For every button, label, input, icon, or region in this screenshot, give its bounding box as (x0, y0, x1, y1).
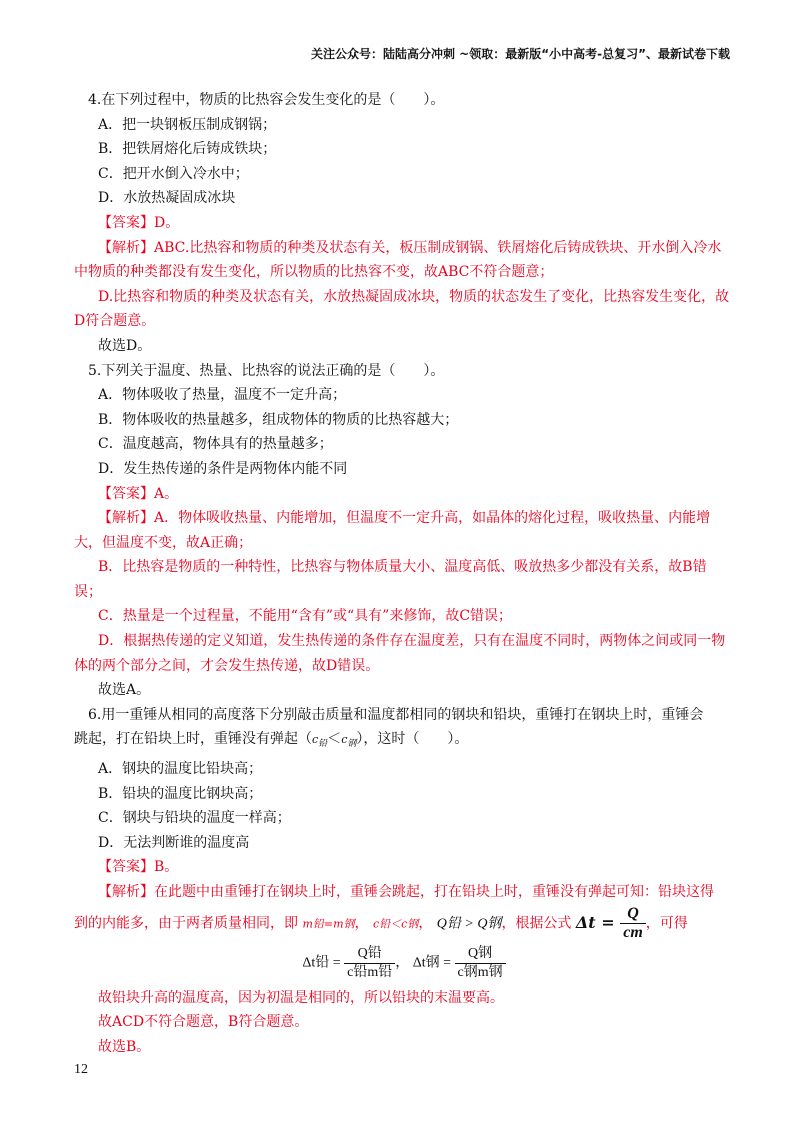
q4-stem: 4.在下列过程中，物质的比热容会发生变化的是（ ）。 (88, 92, 445, 108)
analysis-tag: 【解析】 (98, 884, 154, 900)
q5-analysis-b: B．比热容是物质的一种特性，比热容与物体质量大小、温度高低、吸放热多少都没有关系，故B错误； (74, 559, 707, 600)
formula-fraction (620, 905, 646, 942)
eq1-numerator: Q铅 (344, 945, 395, 964)
q4-option-b: B．把铁屑熔化后铸成铁块； (98, 141, 277, 158)
q6-analysis-2: 到的内能多，由于两者质量相同，即 m铅=m钢， c铅＜c钢， Q铅 > Q钢，根据公式 Δt = $\frac{Q}{cm}$ ，可得 (74, 904, 688, 941)
q5-option-b: B．物体吸收的热量越多，组成物体的物质的比热容越大； (98, 411, 459, 428)
eq2-numerator: Q钢 (455, 945, 506, 964)
q6-conclusion-2: 故ACD不符合题意，B符合题意。 (98, 1014, 309, 1031)
heat-greater: Q铅 > Q钢 (436, 916, 502, 932)
formula-delta-t (576, 905, 646, 942)
c-symbol: c (341, 733, 348, 747)
q4-choose: 故选D。 (98, 337, 152, 354)
q4-analysis-2: D.比热容和物质的种类及状态有关，水放热凝固成冰块，物质的状态发生了变化，比热容发生变化，故D符合题意。 (74, 288, 730, 330)
fraction-denominator: cm (623, 923, 643, 941)
stem-text: 跳起，打在铅块上时，重锤没有弹起（ (74, 731, 312, 748)
c-symbol: c (312, 733, 319, 747)
q6-conclusion-1: 故铅块升高的温度高，因为初温是相同的，所以铅块的末温要高。 (98, 989, 504, 1006)
q5-analysis-d: D．根据热传递的定义知道，发生热传递的条件存在温度差，只有在温度不同时，两物体之间或同一物体的两个部分之间，才会发生热传递，故D错误。 (74, 633, 726, 674)
q6-option-c: C．钢块与铅块的温度一样高； (98, 810, 291, 827)
q5-option-a: A．物体吸收了热量，温度不一定升高； (98, 387, 347, 404)
fraction-numerator: Q (620, 905, 646, 924)
q4-option-d: D．水放热凝固成冰块 (98, 190, 236, 207)
eq1-fraction (344, 945, 395, 982)
analysis-text: A．物体吸收热量、内能增加，但温度不一定升高，如晶体的熔化过程，吸收热量、内能增大，但温度不变，故A正确； (74, 510, 711, 551)
analysis-text: 在此题中由重锤打在钢块上时，重锤会跳起，打在铅块上时，重锤没有弹起可知：铅块这得 (154, 884, 714, 900)
analysis-tag: 【解析】 (98, 510, 154, 527)
q4-option-a: A．把一块钢板压制成钢锅； (98, 116, 277, 133)
answer-tag: 【答案】 (98, 485, 154, 502)
analysis-tag: 【解析】 (98, 239, 154, 256)
q5-stem: 5.下列关于温度、热量、比热容的说法正确的是（ ）。 (88, 362, 445, 379)
q6-answer (74, 855, 734, 880)
page-number: 12 (74, 1062, 88, 1077)
q5-answer (74, 482, 734, 507)
answer-tag: 【答案】 (98, 859, 154, 876)
analysis-text: ，根据公式 (501, 915, 572, 932)
q5-option-c: C．温度越高，物体具有的热量越多； (98, 436, 333, 453)
eq1-denominator: c铅m铅 (347, 964, 393, 980)
answer-value: A。 (154, 485, 179, 502)
q5-option-d: D．发生热传递的条件是两物体内能不同 (98, 460, 348, 477)
q6-option-b: B．铅块的温度比钢块高； (98, 785, 263, 802)
q6-equations (74, 945, 734, 982)
analysis-text: ABC.比热容和物质的种类及状态有关，板压制成钢锅、铁屑熔化后铸成铁块、开水倒入冷水中物质的种类都没有发生变化，所以物质的比热容不变，故ABC不符合题意； (74, 239, 722, 281)
page-content (74, 88, 734, 1059)
q4-option-c: C．把开水倒入冷水中； (98, 165, 249, 182)
eq2-lhs: Δt钢 = (412, 955, 452, 971)
q6-stem-1: 6.用一重锤从相同的高度落下分别敲击质量和温度都相同的钢块和铅块，重锤打在钢块上时，重锤会 (88, 706, 704, 723)
q5-analysis-c: C．热量是一个过程量，不能用“含有”或“具有”来修饰，故C错误； (98, 608, 513, 625)
analysis-text: 到的内能多，由于两者质量相同，即 (74, 915, 298, 932)
heat-capacity-less: c铅＜c钢 (372, 917, 419, 931)
q5-analysis-a (74, 506, 734, 555)
q6-stem-2 (74, 727, 734, 757)
mass-equal: m铅=m钢 (302, 917, 355, 931)
eq2-fraction (455, 945, 506, 982)
q6-option-d: D．无法判断谁的温度高 (98, 834, 250, 851)
subscript-lead: 铅 (318, 739, 328, 750)
less-than: ＜ (327, 731, 342, 748)
stem-text: ），这时（ ）。 (356, 731, 469, 748)
eq-separator: ， (395, 955, 410, 971)
q4-analysis-1 (74, 236, 734, 285)
q4-answer (74, 211, 734, 236)
answer-value: D。 (154, 214, 180, 231)
subscript-steel: 钢 (347, 739, 357, 750)
q5-choose: 故选A。 (98, 682, 151, 699)
page-header: 关注公众号：陆陆高分冲刺 ~领取：最新版“小中高考-总复习”、最新试卷下载 (311, 47, 730, 61)
delta-t-label: Δt = (575, 912, 615, 932)
q6-analysis-1 (74, 880, 734, 905)
answer-value: B。 (154, 859, 179, 876)
q6-choose: 故选B。 (98, 1038, 151, 1055)
answer-tag: 【答案】 (98, 214, 154, 231)
eq1-lhs: Δt铅 = (302, 955, 341, 971)
analysis-text: ，可得 (645, 915, 688, 932)
eq2-denominator: c钢m钢 (457, 964, 503, 980)
q6-option-a: A．钢块的温度比铅块高； (98, 761, 263, 778)
